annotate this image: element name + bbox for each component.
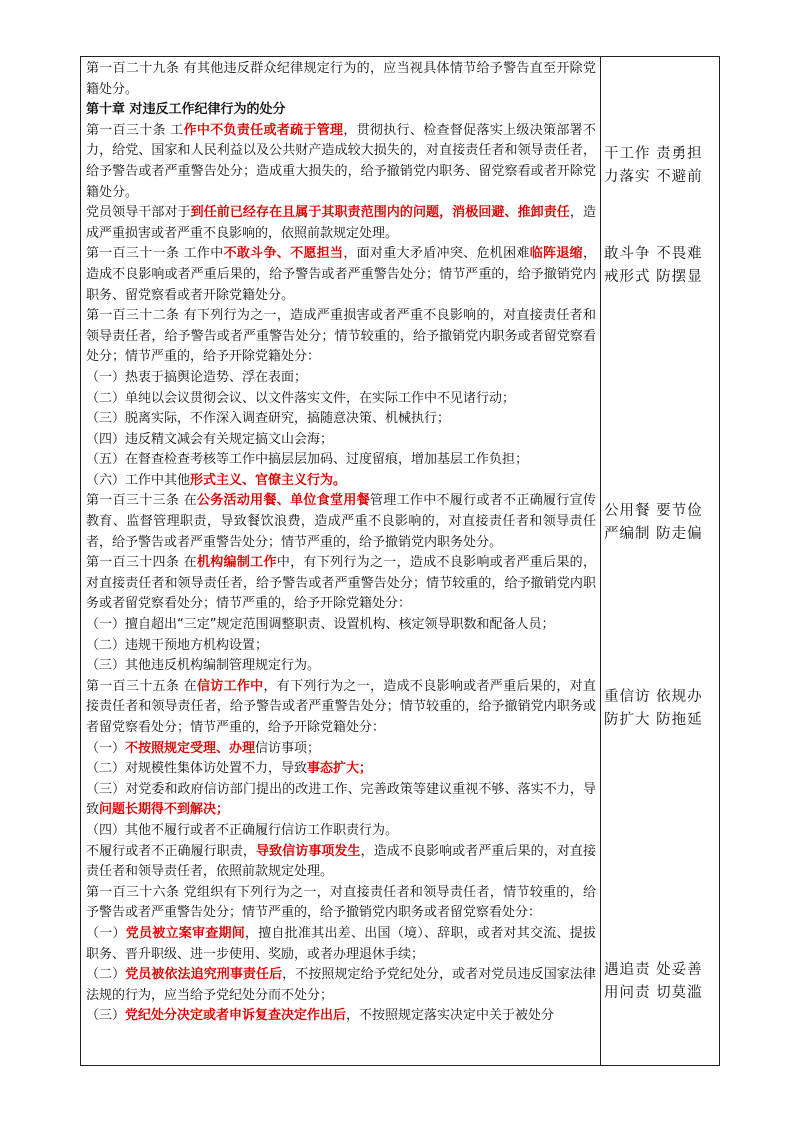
- text-run: （二）违规干预地方机构设置；: [86, 637, 269, 653]
- paragraph: [86, 842, 596, 883]
- regulation-text-cell: [81, 57, 600, 1065]
- paragraph: [86, 389, 596, 410]
- highlighted-text: 作中不负责任或者疏于管理: [183, 122, 344, 138]
- text-run: 第一百三十四条 在: [86, 555, 197, 571]
- mnemonic-1: [604, 143, 720, 189]
- text-run: 第一百三十三条 在: [86, 493, 197, 509]
- text-run: （六）工作中其他: [86, 472, 191, 488]
- text-run: 管理工作中不履行或者不正确履行宣传教育、监督管理职责，导致餐饮浪费，造成严重不良影响的，对直接责任者和领导责任者，给予警告或者严重警告处分；情节严重的，给予撤销党内职务处分。: [86, 493, 596, 550]
- highlighted-text: 不敢斗争、不愿担当: [223, 246, 344, 262]
- paragraph: [86, 821, 596, 842]
- mnemonic-4: [604, 686, 720, 732]
- paragraph: [86, 409, 596, 430]
- paragraph: [86, 491, 596, 553]
- mnemonic-line: 敢斗争 不畏难: [604, 246, 703, 262]
- text-run: ，有下列行为之一，造成不良影响或者严重后果的，对直接责任者和领导责任者，给予警告或者严重警告处分；情节较重的，给予撤销党内职务或者留党察看处分；情节严重的，给予开除党籍处分：: [86, 678, 596, 735]
- paragraph: [86, 965, 596, 1006]
- paragraph: [86, 368, 596, 389]
- text-run: 第一百三十六条 党组织有下列行为之一，对直接责任者和领导责任者，情节较重的，给予警告或者严重警告处分；情节严重的，给予撤销党内职务或者留党察看处分：: [86, 884, 596, 921]
- content-table: [80, 56, 720, 1066]
- text-run: 第一百三十五条 在: [86, 678, 197, 694]
- mnemonic-2: [604, 243, 720, 289]
- mnemonic-line: 防扩大 防拖延: [604, 712, 703, 728]
- paragraph: [86, 430, 596, 451]
- text-run: 第一百二十九条 有其他违反群众纪律规定行为的，应当视具体情节给予警告直至开除党籍处分。: [86, 61, 596, 97]
- mnemonic-line: 用问责 切莫滥: [604, 985, 703, 1001]
- mnemonic-line: 干工作 责勇担: [604, 146, 703, 162]
- mnemonic-line: 戒形式 防摆显: [604, 269, 703, 285]
- text-run: 信访事项；: [255, 740, 321, 756]
- text-run: （一）: [86, 740, 126, 756]
- text-run: ，造成严重损害或者严重不良影响的，依照前款规定处理。: [86, 205, 596, 241]
- text-run: （二）单纯以会议贯彻会议、以文件落实文件，在实际工作中不见诸行动；: [86, 390, 516, 406]
- paragraph: [86, 615, 596, 636]
- text-run: （三）其他违反机构编制管理规定行为。: [86, 658, 321, 674]
- mnemonic-line: 力落实 不避前: [604, 169, 703, 185]
- paragraph: [86, 203, 596, 244]
- text-run: ，面对重大矛盾冲突、危机困难: [343, 246, 530, 262]
- mnemonic-line: 遇追责 处妥善: [604, 962, 703, 978]
- paragraph: [86, 677, 596, 739]
- highlighted-text: 机构编制工作: [196, 555, 277, 571]
- column-divider: [600, 57, 601, 1065]
- text-run: （一）热衷于搞舆论造势、浮在表面；: [86, 369, 308, 385]
- paragraph: [86, 780, 596, 821]
- text-run: （一）: [86, 925, 126, 941]
- paragraph: [86, 636, 596, 657]
- highlighted-text: 临阵退缩: [529, 246, 583, 262]
- text-run: 第一百三十条 工: [86, 122, 184, 138]
- text-run: ，造成不良影响或者严重后果的，对直接责任者和领导责任者，依照前款规定处理。: [86, 843, 596, 880]
- mnemonic-5: [604, 959, 720, 1005]
- text-run: 第十章 对违反工作纪律行为的处分: [86, 102, 286, 118]
- text-run: ，不按照规定给予党纪处分，或者对党员违反国家法律法规的行为，应当给予党纪处分而不处分；: [86, 967, 596, 1003]
- text-run: 第一百三十二条 有下列行为之一，造成严重损害或者严重不良影响的，对直接责任者和领导责任者，给予警告或者严重警告处分；情节较重的，给予撤销党内职务或者留党察看处分；情节严重的，给予开除党籍处分：: [86, 308, 596, 365]
- text-run: ，擅自批准其出差、出国（境）、辞职，或者对其交流、提拔职务、晋升职级、进一步使用、奖励，或者办理退休手续；: [86, 925, 596, 962]
- text-run: ，不按照规定落实决定中关于被处分: [346, 1008, 555, 1024]
- text-run: 党员领导干部对于: [86, 205, 191, 221]
- highlighted-text: 党员被立案审查期间: [125, 925, 245, 941]
- highlighted-text: 到任前已经存在且属于其职责范围内的问题，消极回避、推卸责任: [190, 205, 570, 221]
- paragraph: [86, 883, 596, 924]
- mnemonic-3: [604, 500, 720, 546]
- highlighted-text: 事态扩大；: [307, 761, 373, 777]
- paragraph: [86, 59, 596, 100]
- text-run: 不履行或者不正确履行职责，: [86, 843, 257, 859]
- highlighted-text: 形式主义、官僚主义行为。: [190, 472, 347, 488]
- text-run: （二）对规模性集体访处置不力，导致: [86, 761, 308, 777]
- paragraph: [86, 471, 596, 492]
- highlighted-text: 不按照规定受理、办理: [125, 740, 256, 756]
- paragraph: [86, 924, 596, 965]
- highlighted-text: 党纪处分决定或者申诉复查决定作出后: [125, 1008, 347, 1024]
- highlighted-text: 导致信访事项发生: [256, 843, 361, 859]
- paragraph: [86, 306, 596, 368]
- text-run: （三）对党委和政府信访部门提出的改进工作、完善政策等建议重视不够、落实不力，导致: [86, 781, 596, 818]
- text-run: （四）违反精文减会有关规定搞文山会海；: [86, 431, 334, 447]
- highlighted-text: 问题长期得不到解决；: [99, 802, 230, 818]
- paragraph: [86, 244, 596, 306]
- paragraph: [86, 739, 596, 760]
- text-run: （二）: [86, 967, 126, 983]
- paragraph: [86, 121, 596, 203]
- paragraph: [86, 759, 596, 780]
- text-run: （一）擅自超出“三定”规定范围调整职责、设置机构、核定领导职数和配备人员；: [86, 617, 555, 633]
- text-run: 中，有下列行为之一，造成不良影响或者严重后果的，对直接责任者和领导责任者，给予警告或者严重警告处分；情节较重的，给予撤销党内职务或者留党察看处分；情节严重的，给予开除党籍处分：: [86, 555, 596, 612]
- highlighted-text: 党员被依法追究刑事责任后: [125, 967, 283, 983]
- text-run: 第一百三十一条 工作中: [86, 246, 224, 262]
- highlighted-text: 公务活动用餐、单位食堂用餐: [196, 493, 370, 509]
- mnemonic-line: 严编制 防走偏: [604, 526, 703, 542]
- mnemonic-line: 重信访 依规办: [604, 689, 703, 705]
- mnemonic-line: 公用餐 要节俭: [604, 503, 703, 519]
- text-run: ，造成不良影响或者严重后果的，给予警告或者严重警告处分；情节严重的，给予撤销党内职务、留党察看或者开除党籍处分。: [86, 246, 596, 303]
- text-run: （三）: [86, 1008, 126, 1024]
- paragraph: [86, 1006, 596, 1027]
- text-run: （四）其他不履行或者不正确履行信访工作职责行为。: [86, 822, 399, 838]
- chapter-heading: [86, 100, 596, 121]
- text-run: ，贯彻执行、检查督促落实上级决策部署不力，给党、国家和人民利益以及公共财产造成较大损失的，对直接责任者和领导责任者，给予警告或者严重警告处分；造成重大损失的，给予撤销党内职务、留党察看或者开除党籍处分。: [86, 122, 596, 200]
- paragraph: [86, 656, 596, 677]
- text-run: （五）在督查检查考核等工作中搞层层加码、过度留痕，增加基层工作负担；: [86, 452, 529, 468]
- paragraph: [86, 450, 596, 471]
- highlighted-text: 信访工作中: [196, 678, 264, 694]
- text-run: （三）脱离实际，不作深入调查研究，搞随意决策、机械执行；: [86, 411, 451, 427]
- paragraph: [86, 553, 596, 615]
